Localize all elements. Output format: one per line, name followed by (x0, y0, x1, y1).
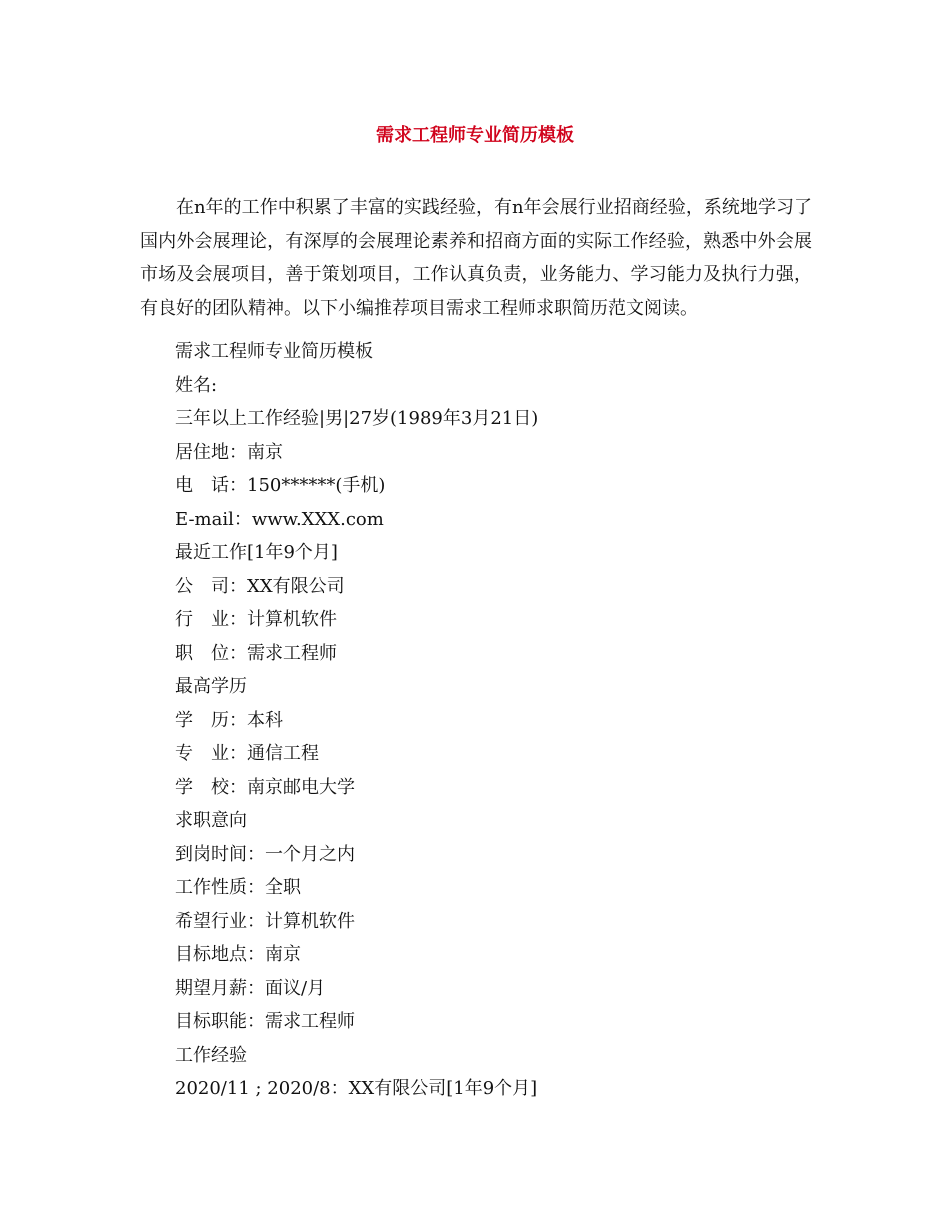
resume-line: 专 业：通信工程 (175, 743, 319, 764)
resume-line: 目标地点：南京 (175, 944, 301, 965)
resume-line: 到岗时间：一个月之内 (175, 843, 355, 865)
resume-line: 目标职能：需求工程师 (175, 1011, 355, 1032)
resume-line: 希望行业：计算机软件 (175, 910, 355, 932)
resume-line: 2020/11 ; 2020/8：XX有限公司[1年9个月] (175, 1078, 538, 1099)
resume-line: 工作性质：全职 (175, 877, 301, 898)
resume-line: 三年以上工作经验|男|27岁(1989年3月21日) (175, 408, 539, 429)
resume-line: 期望月薪：面议/月 (175, 977, 326, 999)
resume-line: 最高学历 (175, 676, 247, 697)
resume-line: 工作经验 (175, 1044, 247, 1066)
resume-line: 行 业：计算机软件 (175, 609, 337, 630)
resume-line: 公 司：XX有限公司 (175, 575, 345, 597)
resume-lines (175, 335, 815, 1106)
resume-line: 学 历：本科 (175, 709, 283, 731)
resume-line: 需求工程师专业简历模板 (175, 341, 373, 362)
resume-line: 电 话：150******(手机) (175, 475, 386, 496)
resume-line: E-mail：www.XXX.com (175, 508, 384, 530)
resume-line: 求职意向 (175, 810, 247, 831)
resume-line: 居住地：南京 (175, 441, 283, 463)
document-title: 需求工程师专业简历模板 (376, 125, 574, 146)
resume-line: 最近工作[1年9个月] (175, 542, 338, 563)
resume-line: 学 校：南京邮电大学 (175, 776, 355, 798)
intro-paragraph: 在n年的工作中积累了丰富的实践经验，有n年会展行业招商经验，系统地学习了国内外会展理论，有深厚的会展理论素养和招商方面的实际工作经验，熟悉中外会展市场及会展项目，善于策划项目，工作认真负责，业务能力、学习能力及执行力强，有良好的团队精神。以下小编推荐项目需求工程师求职简历范文阅读。 (140, 197, 812, 319)
resume-line: 职 位：需求工程师 (175, 642, 337, 664)
resume-line: 姓名: (175, 374, 218, 396)
